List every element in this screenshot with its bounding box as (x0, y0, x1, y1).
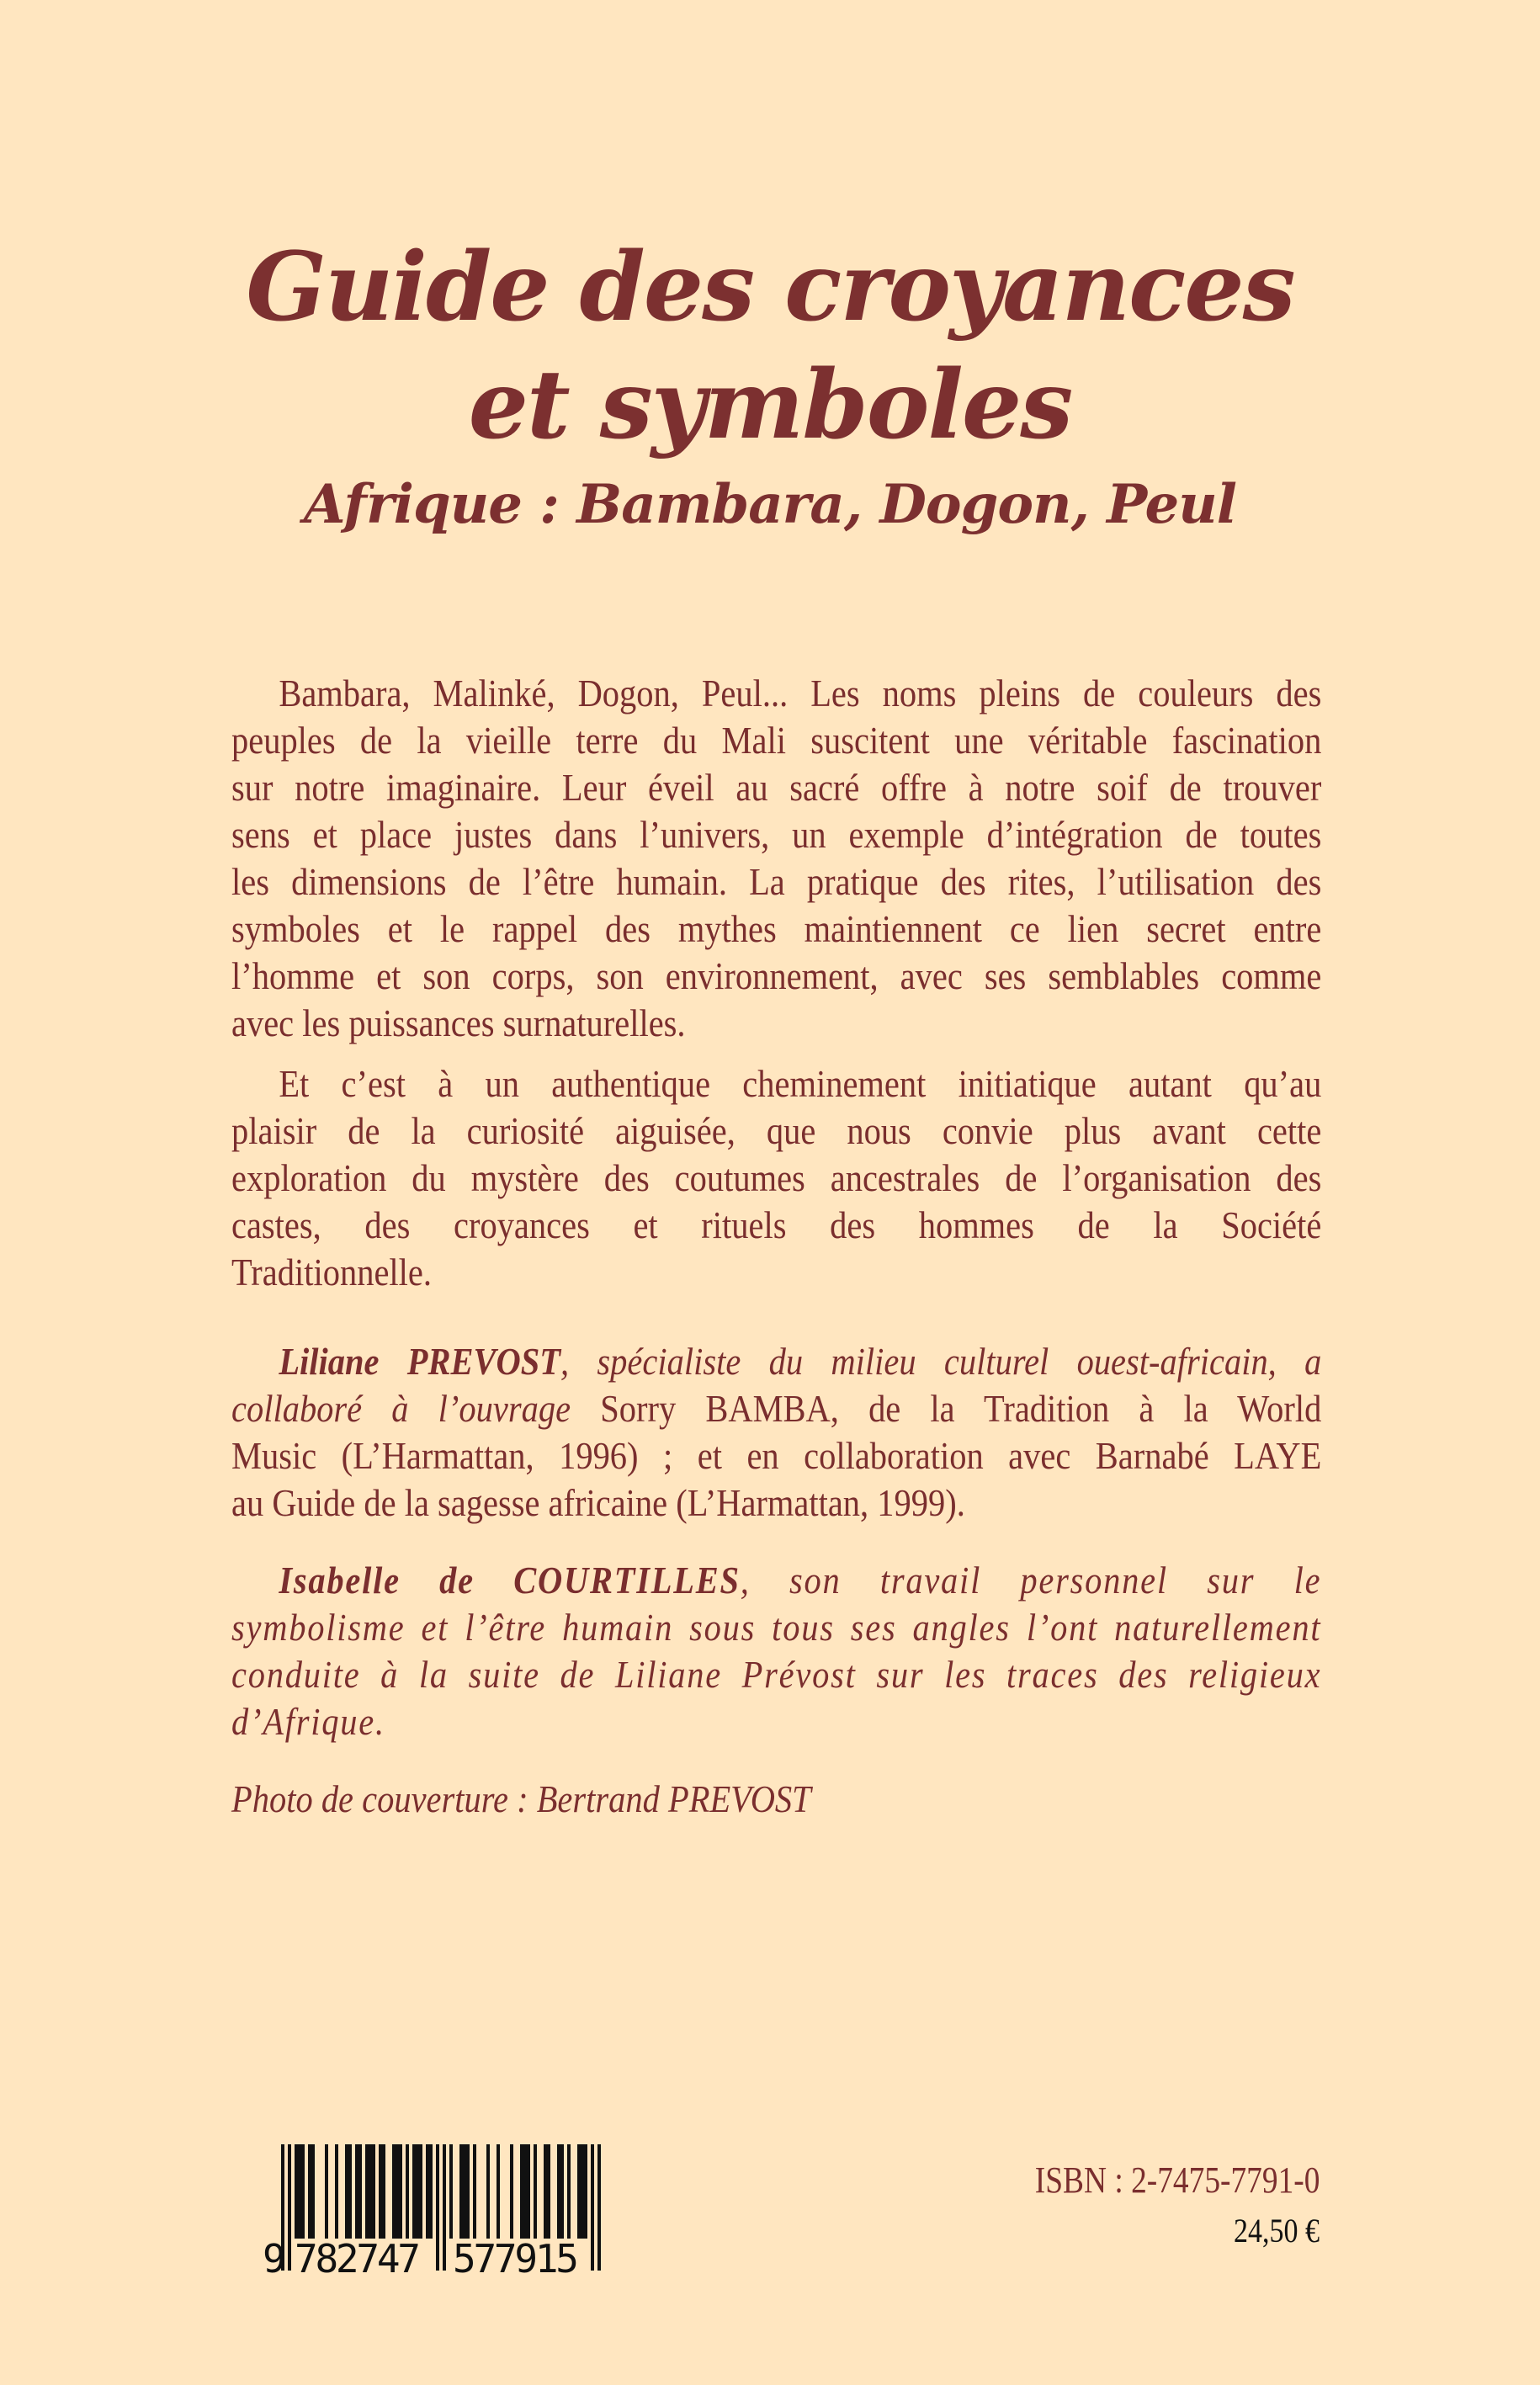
barcode-bar (534, 2144, 537, 2239)
text-segment: plaisir de la curiosité aiguisée, que nous convie plus avant cette (231, 1109, 1322, 1152)
text-segment: les dimensions de l’être humain. La pratique des rites, l’utilisation des (231, 860, 1322, 903)
barcode-bar (345, 2144, 348, 2239)
text-segment: castes, des croyances et rituels des hommes de la Société (231, 1203, 1322, 1246)
text-line (231, 1385, 1321, 1432)
text-segment: avec les puissances surnaturelles. (231, 1001, 686, 1044)
text-line (231, 1000, 1321, 1047)
barcode-bar (358, 2144, 362, 2239)
text-segment: collaboré à l’ouvrage (231, 1387, 601, 1430)
barcode-bar (372, 2144, 375, 2239)
barcode-bar (355, 2144, 358, 2239)
barcode-bar (520, 2144, 523, 2239)
barcode-digits: 782747 (295, 2236, 421, 2279)
barcode-bar (547, 2144, 550, 2239)
barcode-bar (288, 2144, 291, 2271)
barcode-bar (486, 2144, 490, 2239)
barcode-bar (426, 2144, 429, 2239)
text-line (231, 717, 1321, 764)
barcode-bar (311, 2144, 315, 2239)
text-segment: , son travail personnel sur le (740, 1559, 1322, 1602)
barcode-bar (429, 2144, 433, 2239)
barcode-bar (560, 2144, 564, 2239)
text-segment: sens et place justes dans l’univers, un exemple d’intégration de toutes (231, 813, 1322, 856)
barcode-bar (591, 2144, 594, 2271)
barcode-bar (544, 2144, 547, 2239)
barcode-bar (379, 2144, 382, 2239)
text-line (231, 906, 1321, 953)
text-line (231, 1108, 1321, 1155)
barcode-bar (527, 2144, 530, 2239)
text-segment: d’Afrique. (231, 1700, 385, 1743)
blurb-paragraph-1 (231, 670, 1321, 1047)
barcode-bar (584, 2144, 587, 2239)
barcode-bar (348, 2144, 352, 2239)
barcode-bar (406, 2144, 409, 2239)
barcode-bar (399, 2144, 402, 2239)
book-title-line-1: Guide des croyances (246, 232, 1294, 343)
barcode-bar (449, 2144, 453, 2239)
barcode-bar (392, 2144, 396, 2239)
barcode-bar (298, 2144, 301, 2239)
barcode-bar (567, 2144, 571, 2239)
text-line (231, 1698, 1321, 1745)
book-subtitle: Afrique : Bambara, Dogon, Peul (303, 473, 1237, 536)
barcode-bar (466, 2144, 470, 2239)
barcode-bar (510, 2144, 513, 2239)
barcode-bar (459, 2144, 463, 2239)
barcode-bar (301, 2144, 305, 2239)
text-segment: Photo de couverture : Bertrand PREVOST (231, 1777, 811, 1820)
text-segment: symboles et le rappel des mythes maintiennent ce lien secret entre (231, 907, 1322, 950)
text-line (231, 1060, 1321, 1108)
barcode-bar (419, 2144, 422, 2239)
text-line (231, 1651, 1321, 1698)
barcode-bar (365, 2144, 369, 2239)
barcode-bar (412, 2144, 416, 2239)
blurb-paragraph-2 (231, 1060, 1321, 1296)
barcode-bar (463, 2144, 466, 2239)
barcode-digits: 577915 (453, 2236, 579, 2279)
barcode-bar (597, 2144, 601, 2271)
barcode-bar (497, 2144, 500, 2239)
barcode-bar (369, 2144, 372, 2239)
author-name: Isabelle de COURTILLES (279, 1559, 741, 1602)
text-segment: au Guide de la sagesse africaine (L’Harmattan, 1999). (231, 1481, 965, 1524)
text-line (231, 670, 1321, 717)
isbn-barcode (263, 2144, 616, 2279)
barcode-digits: 9 (263, 2236, 286, 2279)
author-name: Liliane PREVOST (279, 1340, 561, 1383)
barcode-bar (382, 2144, 385, 2239)
price: 24,50 € (1234, 2212, 1320, 2250)
text-segment: Traditionnelle. (231, 1251, 432, 1293)
barcode-bar (473, 2144, 476, 2239)
barcode-bar (308, 2144, 311, 2239)
text-segment: symbolisme et l’être humain sous tous ses angles l’ont naturellement (231, 1606, 1322, 1649)
barcode-bar (523, 2144, 527, 2239)
barcode-bar (577, 2144, 581, 2239)
barcode-bar (581, 2144, 584, 2239)
author-bio-isabelle-de-courtilles (231, 1557, 1321, 1745)
text-line (231, 1432, 1321, 1479)
text-line (231, 1202, 1321, 1249)
book-title-line-2: et symboles (468, 350, 1072, 460)
text-line (231, 1776, 1321, 1823)
photo-credit (231, 1776, 1321, 1823)
text-segment: peuples de la vieille terre du Mali suscitent une véritable fascination (231, 719, 1322, 762)
text-line (231, 1604, 1321, 1651)
barcode-bar (443, 2144, 446, 2271)
text-line (231, 1338, 1321, 1385)
text-segment: , spécialiste du milieu culturel ouest-africain, a (560, 1340, 1322, 1383)
text-segment: l’homme et son corps, son environnement, avec ses semblables comme (231, 954, 1322, 997)
text-segment: Et c’est à un authentique cheminement initiatique autant qu’au (279, 1062, 1322, 1105)
text-segment: Bambara, Malinké, Dogon, Peul... Les noms pleins de couleurs des (279, 672, 1322, 714)
text-segment: Sorry BAMBA, de la Tradition à la World (600, 1387, 1322, 1430)
barcode-bar (335, 2144, 338, 2239)
text-segment: conduite à la suite de Liliane Prévost sur les traces des religieux (231, 1653, 1322, 1696)
isbn-number: ISBN : 2-7475-7791-0 (1034, 2159, 1320, 2201)
barcode-bar (295, 2144, 298, 2239)
author-bio-liliane-prevost (231, 1338, 1321, 1527)
text-segment: Music (L’Harmattan, 1996) ; et en collaboration avec Barnabé LAYE (231, 1434, 1322, 1477)
text-line (231, 1479, 1321, 1527)
text-line (231, 1557, 1321, 1604)
text-segment: exploration du mystère des coutumes ancestrales de l’organisation des (231, 1156, 1322, 1199)
barcode-bar (416, 2144, 419, 2239)
text-line (231, 764, 1321, 811)
text-line (231, 858, 1321, 906)
text-line (231, 811, 1321, 858)
barcode-bar (325, 2144, 328, 2239)
text-line (231, 953, 1321, 1000)
text-line (231, 1155, 1321, 1202)
barcode-bar (436, 2144, 439, 2271)
barcode-bar (396, 2144, 399, 2239)
text-segment: sur notre imaginaire. Leur éveil au sacré offre à notre soif de trouver (231, 766, 1322, 809)
text-line (231, 1249, 1321, 1296)
barcode-bar (557, 2144, 560, 2239)
